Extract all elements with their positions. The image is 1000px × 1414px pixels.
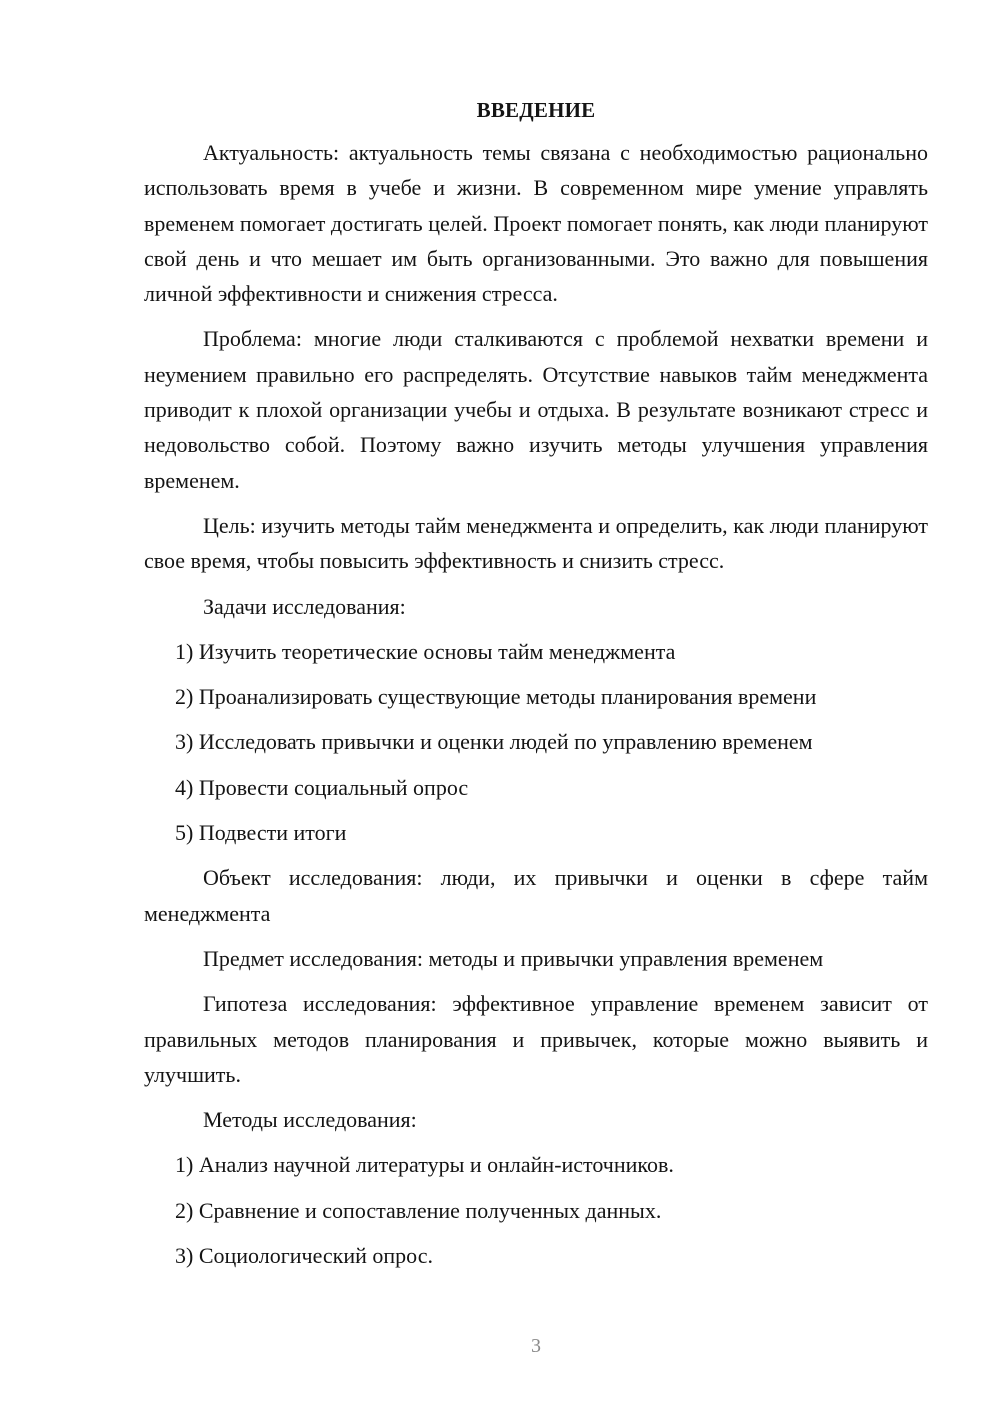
list-item: 1) Изучить теоретические основы тайм менеджмента <box>175 638 676 664</box>
paragraph-subject: Предмет исследования: методы и привычки управления временем <box>203 945 824 971</box>
tasks-heading: Задачи исследования: <box>203 593 406 619</box>
list-item: 2) Проанализировать существующие методы планирования времени <box>175 684 817 710</box>
list-item: 3) Исследовать привычки и оценки людей по управлению временем <box>175 729 813 755</box>
paragraph-object: Объект исследования: люди, их привычки и оценки в сфере тайм менеджмента <box>144 865 928 926</box>
paragraph-relevance: Актуальность: актуальность темы связана с необходимостью рационально использовать время в учебе и жизни. В современном мире умение управлять временем помогает достигать целей. Проект помогает понять, как люди планируют свой день и что мешает им быть организованными. Это важно для повышения личной эффективности и снижения стресса. <box>144 140 928 307</box>
list-item: 3) Социологический опрос. <box>175 1243 433 1269</box>
paragraph-hypothesis: Гипотеза исследования: эффективное управление временем зависит от правильных методов планирования и привычек, которые можно выявить и улучшить. <box>144 991 928 1087</box>
list-item: 1) Анализ научной литературы и онлайн-источников. <box>175 1152 674 1178</box>
list-item: 4) Провести социальный опрос <box>175 774 469 800</box>
page-title: ВВЕДЕНИЕ <box>476 98 596 122</box>
paragraph-goal: Цель: изучить методы тайм менеджмента и определить, как люди планируют свое время, чтобы повысить эффективность и снизить стресс. <box>144 512 928 574</box>
paragraph-problem: Проблема: многие люди сталкиваются с проблемой нехватки времени и неумением правильно его распределять. Отсутствие навыков тайм менеджмента приводит к плохой организации учебы и отдыха. В результате возникают стресс и недовольство собой. Поэтому важно изучить методы улучшения управления временем. <box>144 326 928 493</box>
methods-heading: Методы исследования: <box>203 1107 417 1133</box>
list-item: 2) Сравнение и сопоставление полученных данных. <box>175 1197 662 1223</box>
page-content <box>144 95 928 1273</box>
list-item: 5) Подвести итоги <box>175 820 347 846</box>
page-number: 3 <box>531 1335 541 1357</box>
